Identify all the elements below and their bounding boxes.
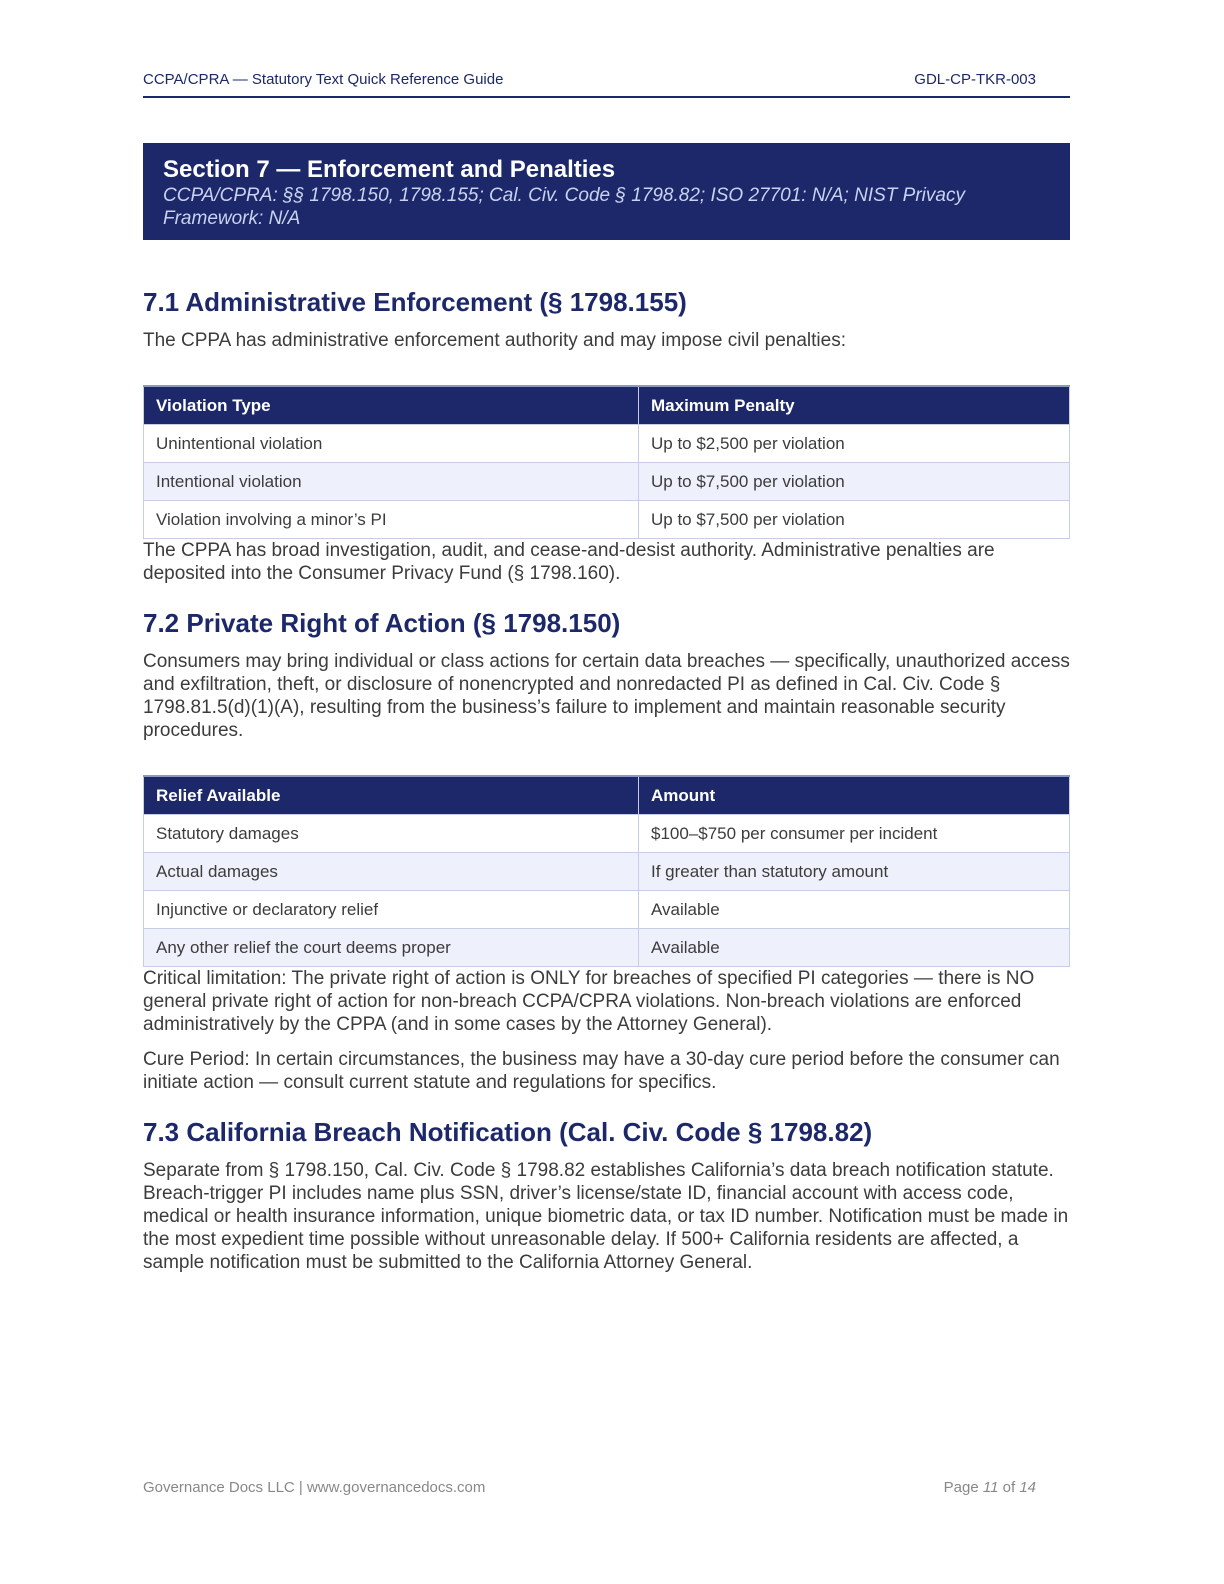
document-id: GDL-CP-TKR-003 [914,71,1036,88]
table-cell: Up to $2,500 per violation [639,425,1070,463]
column-header: Violation Type [144,386,639,425]
table-header-row [144,386,1070,425]
paragraph-cure-period: Cure Period: In certain circumstances, the business may have a 30-day cure period before the consumer can initiate action — consult current statute and regulations for specifics. [143,1049,1060,1093]
table-cell: Actual damages [144,853,639,891]
table-cell: Any other relief the court deems proper [144,929,639,967]
main-content [143,284,1070,1274]
table-row [144,815,1070,853]
table-cell: Up to $7,500 per violation [639,501,1070,539]
table-header-row [144,776,1070,815]
table-row [144,425,1070,463]
heading-7-1: 7.1 Administrative Enforcement (§ 1798.155) [143,287,687,317]
table-cell: Injunctive or declaratory relief [144,891,639,929]
table-cell: Intentional violation [144,463,639,501]
document-title: CCPA/CPRA — Statutory Text Quick Reference Guide [143,71,504,88]
table-cell: $100–$750 per consumer per incident [639,815,1070,853]
column-header: Relief Available [144,776,639,815]
page-of: of [1002,1479,1016,1496]
table-row [144,929,1070,967]
column-header: Amount [639,776,1070,815]
page-total: 14 [1019,1479,1036,1496]
table-row [144,853,1070,891]
heading-7-2: 7.2 Private Right of Action (§ 1798.150) [143,608,621,638]
paragraph-critical-limitation: Critical limitation: The private right of action is ONLY for breaches of specified PI categories — there is NO general private right of action for non-breach CCPA/CPRA violations. Non-breach violations are enforced administratively by the CPPA (and in some cases by the Attorney General). [143,968,1035,1035]
page-footer [143,1479,1070,1496]
table-cell: Unintentional violation [144,425,639,463]
table-row [144,891,1070,929]
table-cell: Statutory damages [144,815,639,853]
paragraph-7-1-after: The CPPA has broad investigation, audit, and cease-and-desist authority. Administrative penalties are deposited into the Consumer Privacy Fund (§ 1798.160). [143,540,995,584]
table-cell: Violation involving a minor’s PI [144,501,639,539]
table-cell: If greater than statutory amount [639,853,1070,891]
heading-7-3: 7.3 California Breach Notification (Cal. Civ. Code § 1798.82) [143,1117,873,1147]
table-row [144,463,1070,501]
table-cell: Up to $7,500 per violation [639,463,1070,501]
table-cell: Available [639,929,1070,967]
table-cell: Available [639,891,1070,929]
page-number [944,1479,1036,1496]
page-current: 11 [982,1479,999,1496]
table-row [144,501,1070,539]
penalty-table [143,385,1070,539]
section-references: CCPA/CPRA: §§ 1798.150, 1798.155; Cal. Civ. Code § 1798.82; ISO 27701: N/A; NIST Privacy Framework: N/A [163,185,965,229]
column-header: Maximum Penalty [639,386,1070,425]
section-banner [143,143,1070,240]
paragraph-7-2-intro: Consumers may bring individual or class actions for certain data breaches — specifically, unauthorized access and exfiltration, theft, or disclosure of nonencrypted and nonredacted PI as defined in Cal. Civ. Code § 1798.81.5(d)(1)(A), resulting from the business’s failure to implement and maintain reasonable security procedures. [143,651,1070,741]
footer-company: Governance Docs LLC | www.governancedocs.com [143,1479,486,1496]
page-header [143,68,1070,98]
section-title: Section 7 — Enforcement and Penalties [163,156,616,183]
relief-table [143,775,1070,967]
paragraph-7-1-intro: The CPPA has administrative enforcement authority and may impose civil penalties: [143,330,846,351]
paragraph-7-3-body: Separate from § 1798.150, Cal. Civ. Code § 1798.82 establishes California’s data breach notification statute. Breach-trigger PI includes name plus SSN, driver’s license/state ID, financial account with access code, medical or health insurance information, unique biometric data, or tax ID number. Notification must be made in the most expedient time possible without unreasonable delay. If 500+ California residents are affected, a sample notification must be submitted to the California Attorney General. [143,1160,1069,1273]
page-prefix: Page [943,1479,979,1496]
